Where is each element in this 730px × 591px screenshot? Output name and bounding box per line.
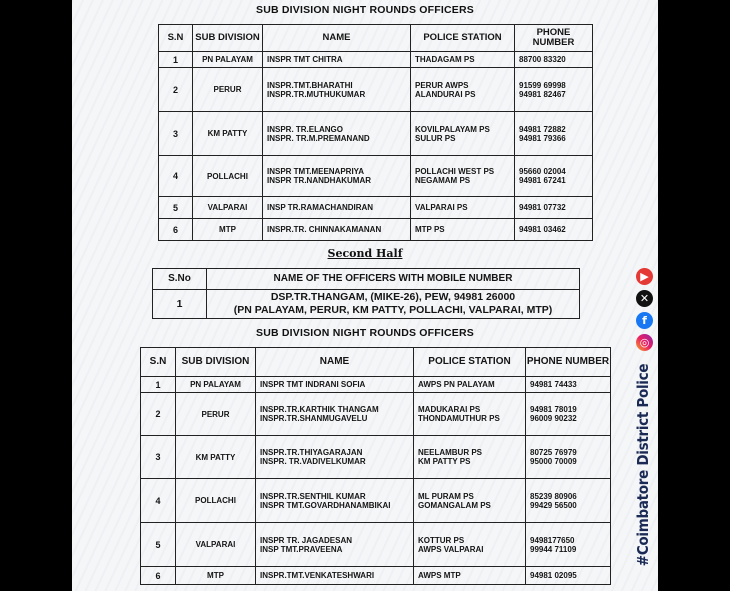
phone-entry: 95660 02004 bbox=[519, 167, 566, 176]
phone-entry: 94981 74433 bbox=[530, 380, 577, 389]
station-entry: MADUKARAI PS bbox=[418, 405, 481, 414]
table-header-row bbox=[153, 269, 580, 290]
first-half-title: SUB DIVISION NIGHT ROUNDS OFFICERS bbox=[256, 4, 474, 16]
officers-table bbox=[152, 268, 580, 319]
station-entry: MTP PS bbox=[415, 225, 445, 234]
phone-entry: 91599 69998 bbox=[519, 80, 566, 90]
row-phones bbox=[526, 377, 611, 393]
row-sn: 4 bbox=[159, 156, 193, 197]
row-names bbox=[263, 52, 411, 68]
name-entry: INSP TR.RAMACHANDIRAN bbox=[267, 203, 374, 212]
table-row bbox=[141, 567, 611, 585]
col-sub-division: SUB DIVISION bbox=[176, 348, 256, 377]
row-sn: 3 bbox=[159, 112, 193, 156]
name-entry: INSPR.TR.SENTHIL KUMAR bbox=[260, 491, 366, 501]
name-entry: INSPR.TMT.VENKATESHWARI bbox=[260, 571, 375, 580]
col-name: NAME bbox=[263, 25, 411, 52]
second-half-table bbox=[140, 347, 611, 585]
row-phones bbox=[515, 112, 593, 156]
table-row bbox=[141, 393, 611, 436]
table-row bbox=[141, 377, 611, 393]
row-stations bbox=[414, 393, 526, 436]
row-sub-division: KM PATTY bbox=[193, 112, 263, 156]
station-entry: THONDAMUTHUR PS bbox=[418, 414, 500, 423]
social-icons bbox=[636, 268, 652, 356]
row-sub-division: PERUR bbox=[176, 393, 256, 436]
officer-sno: 1 bbox=[153, 290, 207, 319]
phone-entry: 94981 02095 bbox=[530, 571, 577, 580]
table-row bbox=[159, 112, 593, 156]
col-police-station: POLICE STATION bbox=[411, 25, 515, 52]
station-entry: ML PURAM PS bbox=[418, 491, 474, 501]
officer-details bbox=[207, 290, 580, 319]
row-names bbox=[256, 523, 414, 567]
col-police-station: POLICE STATION bbox=[414, 348, 526, 377]
row-sub-division: PERUR bbox=[193, 68, 263, 112]
row-sub-division: VALPARAI bbox=[193, 197, 263, 219]
row-stations bbox=[411, 52, 515, 68]
row-sn: 5 bbox=[141, 523, 176, 567]
name-entry: INSPR. TR.VADIVELKUMAR bbox=[260, 457, 366, 466]
col-sno: S.No bbox=[153, 269, 207, 290]
hashtag-text: #Coimbatore District Police bbox=[634, 363, 652, 567]
phone-entry: 99944 71109 bbox=[530, 544, 577, 554]
row-phones bbox=[526, 393, 611, 436]
row-sub-division: MTP bbox=[193, 219, 263, 241]
name-entry: INSPR TMT.MEENAPRIYA bbox=[267, 167, 365, 176]
row-phones bbox=[526, 479, 611, 523]
row-phones bbox=[515, 197, 593, 219]
row-stations bbox=[411, 197, 515, 219]
row-sub-division: POLLACHI bbox=[193, 156, 263, 197]
phone-entry: 88700 83320 bbox=[519, 55, 566, 64]
row-names bbox=[263, 197, 411, 219]
row-names bbox=[263, 156, 411, 197]
row-stations bbox=[411, 156, 515, 197]
second-half-title: SUB DIVISION NIGHT ROUNDS OFFICERS bbox=[256, 327, 474, 339]
instagram-icon[interactable]: ◎ bbox=[636, 334, 653, 351]
row-stations bbox=[414, 567, 526, 585]
name-entry: INSPR. TR.ELANGO bbox=[267, 124, 344, 134]
name-entry: INSPR TR. JAGADESAN bbox=[260, 535, 353, 545]
x-icon[interactable]: ✕ bbox=[636, 290, 653, 307]
phone-entry: 9498177650 bbox=[530, 535, 575, 545]
row-names bbox=[256, 377, 414, 393]
name-entry: INSPR.TR. CHINNAKAMANAN bbox=[267, 225, 382, 234]
station-entry: SULUR PS bbox=[415, 133, 456, 143]
name-entry: INSPR TR.NANDHAKUMAR bbox=[267, 176, 371, 185]
row-names bbox=[263, 68, 411, 112]
phone-entry: 85239 80906 bbox=[530, 491, 577, 501]
name-entry: INSPR.TMT.BHARATHI bbox=[267, 80, 353, 90]
row-names bbox=[256, 436, 414, 479]
row-phones bbox=[515, 219, 593, 241]
document-page bbox=[72, 0, 658, 591]
name-entry: INSP TMT.PRAVEENA bbox=[260, 544, 343, 554]
youtube-icon[interactable]: ▶ bbox=[636, 268, 653, 285]
row-sub-division: POLLACHI bbox=[176, 479, 256, 523]
col-phone: PHONE NUMBER bbox=[515, 25, 593, 52]
phone-entry: 94981 07732 bbox=[519, 203, 566, 212]
name-entry: INSPR. TR.M.PREMANAND bbox=[267, 133, 370, 143]
row-names bbox=[263, 112, 411, 156]
row-stations bbox=[411, 219, 515, 241]
table-header-row bbox=[159, 25, 593, 52]
phone-entry: 94981 79366 bbox=[519, 133, 566, 143]
station-entry: AWPS MTP bbox=[418, 571, 461, 580]
first-half-table bbox=[158, 24, 593, 241]
phone-entry: 99429 56500 bbox=[530, 500, 577, 510]
row-stations bbox=[411, 112, 515, 156]
vertical-tag bbox=[628, 363, 658, 567]
station-entry: KOVILPALAYAM PS bbox=[415, 124, 490, 134]
phone-entry: 95000 70009 bbox=[530, 457, 577, 466]
name-entry: INSPR TMT.GOVARDHANAMBIKAI bbox=[260, 500, 391, 510]
phone-entry: 94981 03462 bbox=[519, 225, 566, 234]
row-stations bbox=[414, 436, 526, 479]
row-names bbox=[256, 479, 414, 523]
row-sn: 3 bbox=[141, 436, 176, 479]
phone-entry: 94981 67241 bbox=[519, 176, 566, 185]
row-sn: 1 bbox=[159, 52, 193, 68]
phone-entry: 94981 78019 bbox=[530, 405, 577, 414]
row-stations bbox=[414, 479, 526, 523]
row-sn: 1 bbox=[141, 377, 176, 393]
station-entry: NEELAMBUR PS bbox=[418, 448, 483, 457]
row-sub-division: PN PALAYAM bbox=[193, 52, 263, 68]
row-sub-division: VALPARAI bbox=[176, 523, 256, 567]
col-sub-division: SUB DIVISION bbox=[193, 25, 263, 52]
col-officer-name: NAME OF THE OFFICERS WITH MOBILE NUMBER bbox=[207, 269, 580, 290]
phone-entry: 94981 72882 bbox=[519, 124, 566, 134]
station-entry: GOMANGALAM PS bbox=[418, 500, 491, 510]
station-entry: THADAGAM PS bbox=[415, 55, 475, 64]
col-phone: PHONE NUMBER bbox=[526, 348, 611, 377]
row-names bbox=[256, 567, 414, 585]
phone-entry: 80725 76979 bbox=[530, 448, 577, 457]
facebook-icon[interactable]: f bbox=[636, 312, 653, 329]
row-sn: 6 bbox=[141, 567, 176, 585]
row-phones bbox=[515, 156, 593, 197]
name-entry: INSPR.TR.MUTHUKUMAR bbox=[267, 89, 366, 99]
name-entry: INSPR.TR.THIYAGARAJAN bbox=[260, 448, 363, 457]
phone-entry: 94981 82467 bbox=[519, 89, 566, 99]
col-sn: S.N bbox=[159, 25, 193, 52]
row-sn: 2 bbox=[159, 68, 193, 112]
table-header-row bbox=[141, 348, 611, 377]
table-row bbox=[141, 479, 611, 523]
row-phones bbox=[515, 52, 593, 68]
table-row bbox=[159, 156, 593, 197]
row-names bbox=[263, 219, 411, 241]
table-row bbox=[141, 436, 611, 479]
station-entry: KM PATTY PS bbox=[418, 457, 471, 466]
name-entry: INSPR TMT INDRANI SOFIA bbox=[260, 380, 366, 389]
station-entry: NEGAMAM PS bbox=[415, 176, 471, 185]
row-phones bbox=[526, 523, 611, 567]
row-sub-division: MTP bbox=[176, 567, 256, 585]
row-phones bbox=[526, 436, 611, 479]
station-entry: VALPARAI PS bbox=[415, 203, 468, 212]
row-sn: 2 bbox=[141, 393, 176, 436]
row-sub-division: KM PATTY bbox=[176, 436, 256, 479]
row-stations bbox=[414, 523, 526, 567]
row-stations bbox=[414, 377, 526, 393]
row-stations bbox=[411, 68, 515, 112]
station-entry: AWPS VALPARAI bbox=[418, 544, 484, 554]
station-entry: POLLACHI WEST PS bbox=[415, 167, 495, 176]
row-phones bbox=[526, 567, 611, 585]
col-sn: S.N bbox=[141, 348, 176, 377]
row-sn: 6 bbox=[159, 219, 193, 241]
phone-entry: 96009 90232 bbox=[530, 414, 577, 423]
officer-line-2: (PN PALAYAM, PERUR, KM PATTY, POLLACHI, VALPARAI, MTP) bbox=[233, 304, 553, 316]
row-sn: 4 bbox=[141, 479, 176, 523]
col-name: NAME bbox=[256, 348, 414, 377]
table-row bbox=[141, 523, 611, 567]
name-entry: INSPR TMT CHITRA bbox=[267, 55, 343, 64]
table-row bbox=[159, 219, 593, 241]
table-row bbox=[159, 52, 593, 68]
name-entry: INSPR.TR.SHANMUGAVELU bbox=[260, 414, 368, 423]
second-half-label: Second Half bbox=[327, 247, 403, 260]
row-phones bbox=[515, 68, 593, 112]
table-row bbox=[159, 68, 593, 112]
row-sub-division: PN PALAYAM bbox=[176, 377, 256, 393]
table-row bbox=[153, 290, 580, 319]
row-names bbox=[256, 393, 414, 436]
row-sn: 5 bbox=[159, 197, 193, 219]
station-entry: ALANDURAI PS bbox=[415, 89, 476, 99]
name-entry: INSPR.TR.KARTHIK THANGAM bbox=[260, 405, 379, 414]
station-entry: AWPS PN PALAYAM bbox=[418, 380, 495, 389]
table-row bbox=[159, 197, 593, 219]
officer-line-1: DSP.TR.THANGAM, (MIKE-26), PEW, 94981 26000 bbox=[270, 291, 516, 303]
station-entry: KOTTUR PS bbox=[418, 535, 465, 545]
station-entry: PERUR AWPS bbox=[415, 80, 469, 90]
